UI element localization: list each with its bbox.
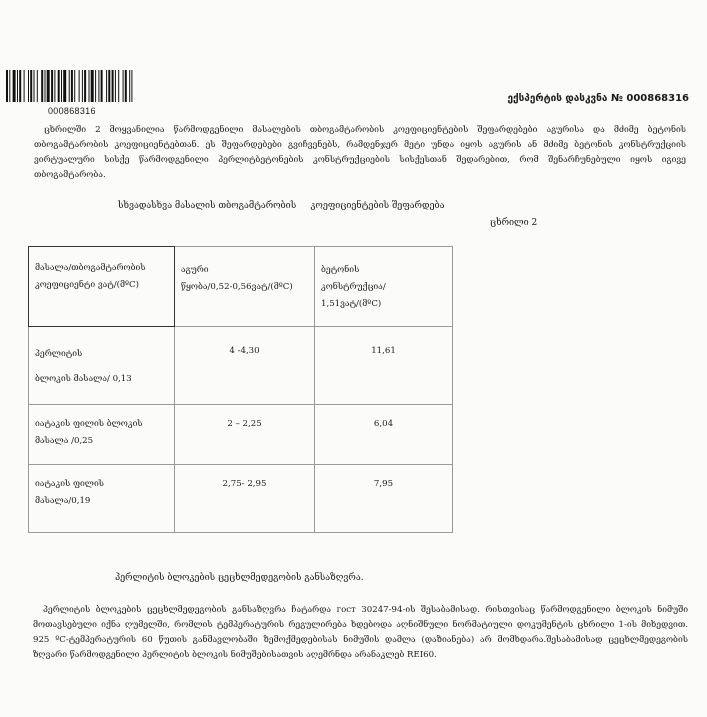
material-value: ბლოკის მასალა/ 0,13 — [35, 374, 132, 384]
material-cell — [29, 405, 175, 465]
concrete-ratio-cell — [315, 465, 453, 533]
concrete-ratio: 6,04 — [373, 419, 394, 429]
barcode-bar — [98, 70, 99, 102]
barcode-bar — [28, 70, 29, 102]
barcode-bar — [34, 70, 35, 102]
header-cell-material — [29, 247, 175, 327]
barcode-bar — [13, 70, 16, 102]
table-row — [29, 465, 453, 533]
barcode-bar — [17, 70, 18, 102]
barcode-bar — [63, 70, 66, 102]
barcode-bar — [30, 70, 32, 102]
barcode-bar — [45, 70, 46, 102]
brick-ratio: 4 -4,30 — [229, 346, 260, 356]
concrete-ratio-cell — [315, 327, 453, 405]
header-concrete-line: კონსტრუქცია/ — [321, 282, 386, 292]
material-value: მასალა/0,19 — [35, 496, 91, 506]
barcode-bar — [54, 70, 55, 102]
barcode-bar — [84, 70, 86, 102]
barcode-bar — [37, 70, 38, 102]
barcode-bar — [91, 70, 94, 102]
concrete-ratio: 11,61 — [371, 346, 396, 356]
table-row — [29, 327, 453, 405]
barcode-bar — [89, 70, 90, 102]
header-brick-line: წყობა/0,52-0,56ვატ/(მºC) — [181, 282, 293, 292]
barcode-bar — [71, 70, 73, 102]
brick-ratio: 2,75- 2,95 — [222, 479, 267, 489]
barcode-bar — [79, 70, 80, 102]
table-header-row — [29, 247, 453, 327]
barcode-bar — [6, 70, 8, 102]
barcode-bar — [131, 70, 132, 102]
concrete-ratio-cell — [315, 405, 453, 465]
header-material-line: მასალა/თბოგამტარობის — [35, 263, 146, 273]
barcode-bar — [51, 70, 53, 102]
barcode-bar — [95, 70, 96, 102]
barcode-bar — [118, 70, 119, 102]
brick-ratio-cell — [175, 405, 315, 465]
barcode-bar — [19, 70, 21, 102]
header-cell-brick — [175, 247, 315, 327]
barcode-bar — [61, 70, 62, 102]
barcode-bar — [125, 70, 127, 102]
table-row — [29, 405, 453, 465]
barcode-bar — [74, 70, 75, 102]
barcode-bar — [69, 70, 70, 102]
barcode-bar — [115, 70, 116, 102]
header-concrete-line: ბეტონის — [321, 265, 360, 275]
barcode-bar — [9, 70, 10, 102]
material-cell — [29, 465, 175, 533]
header-brick-line: აგური — [181, 265, 209, 275]
material-name: პერლიტის — [35, 349, 83, 359]
conclusion-paragraph: პერლიტის ბლოკების ცეცხლმედეგობის განსაზღვრა ჩატარდა гост 30247-94-ის შესაბამისად. რისთვისაც წარმოდგენილი ბლოკის ნიმუში მოთავსებული იქნა ღუმელში, რომლის ტემპერატურის რეგულირება ხდებოდა აღნიშნული ნორმატიული დოკუმენტის ცხრილი 1-ის მიხედვით. 925 ºC-ტემპერატურის 60 წუთის განმავლობაში ზემოქმედებისას ნიმუშის დამლა (დაზიანება) არ მომხდარა.შესაბამისად ცეცხლმედეგობის ზღვარი წარმოდგენილი პერლიტის ბლოკის ნიმუშებისათვის აღემრნდა არანაკლებ REI60. — [33, 605, 688, 660]
material-value: მასალა /0,25 — [35, 436, 94, 446]
barcode-bar — [112, 70, 114, 102]
brick-ratio-cell — [175, 465, 315, 533]
barcode — [6, 70, 174, 102]
coefficient-table — [28, 246, 453, 533]
table-number-label: ცხრილი 2 — [490, 218, 538, 228]
brick-ratio-cell — [175, 327, 315, 405]
section-heading: პერლიტის ბლოკების ცეცხლმედეგობის განსაზღვრა. — [115, 573, 364, 583]
material-name: იატაკის ფილის — [35, 479, 104, 489]
barcode-bar — [129, 70, 130, 102]
concrete-ratio: 7,95 — [373, 479, 394, 489]
barcode-bar — [101, 70, 103, 102]
barcode-bar — [24, 70, 25, 102]
expertise-number-label: ექსპერტის დასკვნა № 000868316 — [507, 93, 689, 104]
table-title: სხვადასხვა მასალის თბოგამტარობის კოეფიციენტების შეფარდება — [118, 201, 445, 211]
header-cell-concrete — [315, 247, 453, 327]
barcode-bar — [82, 70, 83, 102]
intro-paragraph: ცხრილში 2 მოყვანილია წარმოდგენილი მასალების თბოგამტარობის კოეფიციენტების შეფარდებები აგურისა და მძიმე ბეტონის თბოგამტარობის კოეფიციენტებთან. ეს შეფარდებები გვიჩვენებს, რამდენჯერ მეტი უნდა იყოს აგურის ან მძიმე ბეტონის კონსტრუქციის ვირტუალური სისქე წარმოდგენილი პერლიტბეტონების კონსტრუქციების სისქესთან შედარებით, რომ შენარჩუნებული იყოს იგივე თბოგამტარობა. — [34, 125, 686, 180]
header-material-line: კოეფიციენტი ვატ/(მºC) — [35, 280, 139, 290]
barcode-bar — [108, 70, 110, 102]
barcode-number: 000868316 — [48, 106, 96, 116]
header-concrete-line: 1,51ვატ/(მºC) — [321, 299, 382, 309]
barcode-bar — [41, 70, 43, 102]
barcode-bar — [47, 70, 50, 102]
brick-ratio: 2 – 2,25 — [227, 419, 262, 429]
material-cell — [29, 327, 175, 405]
material-name: იატაკის ფილის ბლოკის — [35, 419, 143, 429]
barcode-bar — [58, 70, 60, 102]
barcode-bar — [106, 70, 107, 102]
barcode-bar — [123, 70, 124, 102]
